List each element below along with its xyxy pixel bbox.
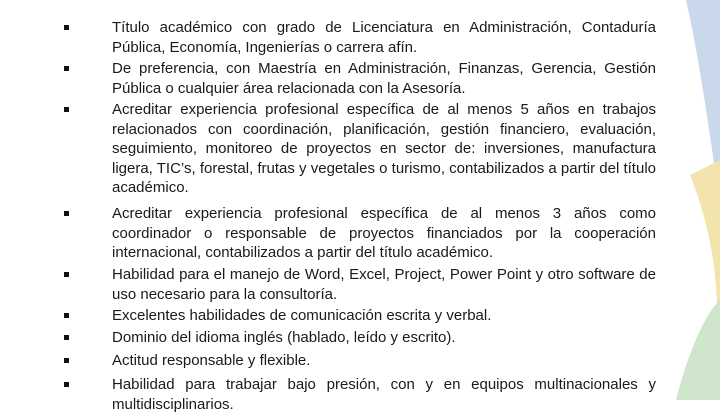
requirement-text: Acreditar experiencia profesional específica de al menos 5 años en trabajos relacionados con coordinación, planificación, gestión financiero, evaluación, seguimiento, monitoreo de proyectos en sector de: inversiones, manufactura ligera, TIC’s, forestal, frutas y vegetales o turismo, contabilizados a partir del título académico. bbox=[112, 101, 656, 196]
bullet-square-icon bbox=[64, 335, 69, 340]
requirement-text: Acreditar experiencia profesional específica de al menos 3 años como coordinador o responsable de proyectos financiados por la cooperación internacional, contabilizados a partir del título académico. bbox=[112, 205, 656, 261]
bullet-square-icon bbox=[64, 211, 69, 216]
requirement-text: De preferencia, con Maestría en Administración, Finanzas, Gerencia, Gestión Pública o cualquier área relacionada con la Asesoría. bbox=[112, 60, 656, 97]
bullet-square-icon bbox=[64, 272, 69, 277]
requirement-text: Habilidad para el manejo de Word, Excel, Project, Power Point y otro software de uso necesario para la consultoría. bbox=[112, 266, 656, 303]
blue-band bbox=[686, 0, 720, 205]
green-band bbox=[676, 300, 720, 400]
requirement-text: Actitud responsable y flexible. bbox=[112, 352, 311, 369]
bullet-square-icon bbox=[64, 382, 69, 387]
bullet-square-icon bbox=[64, 25, 69, 30]
requirement-text: Habilidad para trabajar bajo presión, con y en equipos multinacionales y multidisciplinarios. bbox=[112, 376, 656, 413]
bullet-square-icon bbox=[64, 66, 69, 71]
bullet-square-icon bbox=[64, 107, 69, 112]
bullet-square-icon bbox=[64, 313, 69, 318]
requirement-text: Excelentes habilidades de comunicación escrita y verbal. bbox=[112, 307, 492, 324]
requirement-text: Dominio del idioma inglés (hablado, leído y escrito). bbox=[112, 329, 456, 346]
bullet-square-icon bbox=[64, 358, 69, 363]
yellow-band bbox=[690, 160, 720, 345]
requirement-text: Título académico con grado de Licenciatura en Administración, Contaduría Pública, Economía, Ingenierías o carrera afín. bbox=[112, 19, 656, 56]
